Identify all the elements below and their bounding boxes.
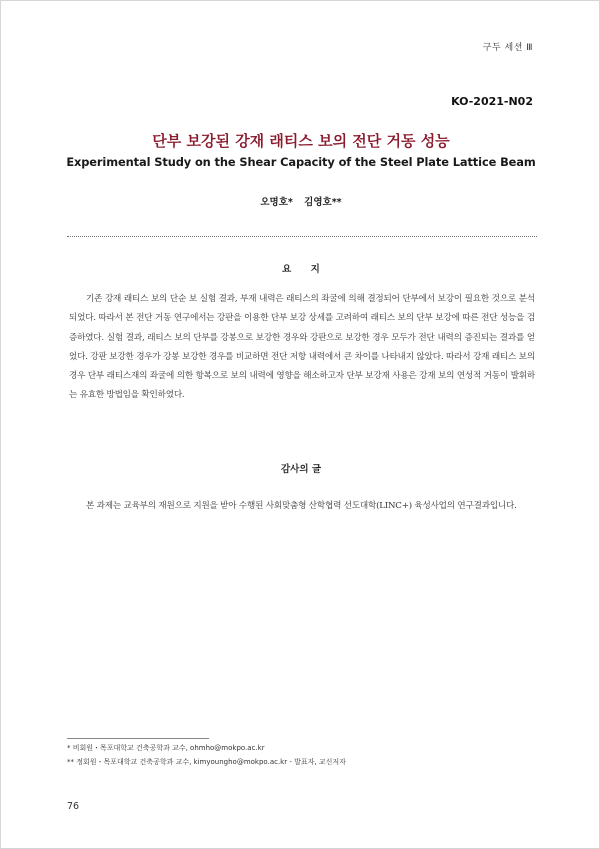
abstract-heading: 요 지	[282, 264, 328, 275]
footnote-rule	[67, 738, 209, 739]
title-english: Experimental Study on the Shear Capacity of the Steel Plate Lattice Beam	[66, 155, 536, 169]
acknowledgement-body: 본 과제는 교육부의 재원으로 지원을 받아 수행된 사회맞춤형 산학협력 선도대학(LINC+) 육성사업의 연구결과입니다.	[86, 501, 517, 511]
title-korean: 단부 보강된 강재 래티스 보의 전단 거동 성능	[152, 132, 450, 150]
page-number: 76	[67, 801, 80, 812]
author-name: 김영호**	[304, 197, 342, 208]
paper-code: KO-2021-N02	[451, 95, 533, 108]
footnote: * 비회원・목포대학교 건축공학과 교수, ohmho@mokpo.ac.kr	[67, 744, 265, 752]
author-list	[1, 194, 600, 208]
footnote: ** 정회원・목포대학교 건축공학과 교수, kimyoungho@mokpo.ac.kr - 발표자, 교신저자	[67, 758, 346, 766]
author-name: 오명호*	[260, 197, 293, 208]
session-label: 구두 세션 Ⅲ	[482, 43, 533, 53]
abstract-body: 기존 강재 래티스 보의 단순 보 실험 결과, 부재 내력은 래티스의 좌굴에 의해 결정되어 단부에서 보강이 필요한 것으로 분석되었다. 따라서 본 전단 거동 연구에서는 강판을 이용한 단부 보강 상세를 고려하여 래티스 보의 단부 보강에 따른 전단 성능을 검증하였다. 실험 결과, 래티스 보의 단부를 강봉으로 보강한 경우와 강판으로 보강한 경우 모두가 전단 내력의 증진되는 결과를 얻었다. 강판 보강한 경우가 강봉 보강한 경우를 비교하면 전단 저항 내력에서 큰 차이를 나타내지 않았다. 따라서 강재 래티스 보의 경우 단부 래티스재의 좌굴에 의한 항복으로 보의 내력에 영향을 해소하고자 단부 보강재 사용은 강재 보의 연성적 거동이 발휘하는 유효한 방법임을 확인하였다.	[69, 294, 535, 401]
acknowledgement-heading: 감사의 글	[280, 464, 321, 475]
section-divider	[67, 236, 537, 237]
